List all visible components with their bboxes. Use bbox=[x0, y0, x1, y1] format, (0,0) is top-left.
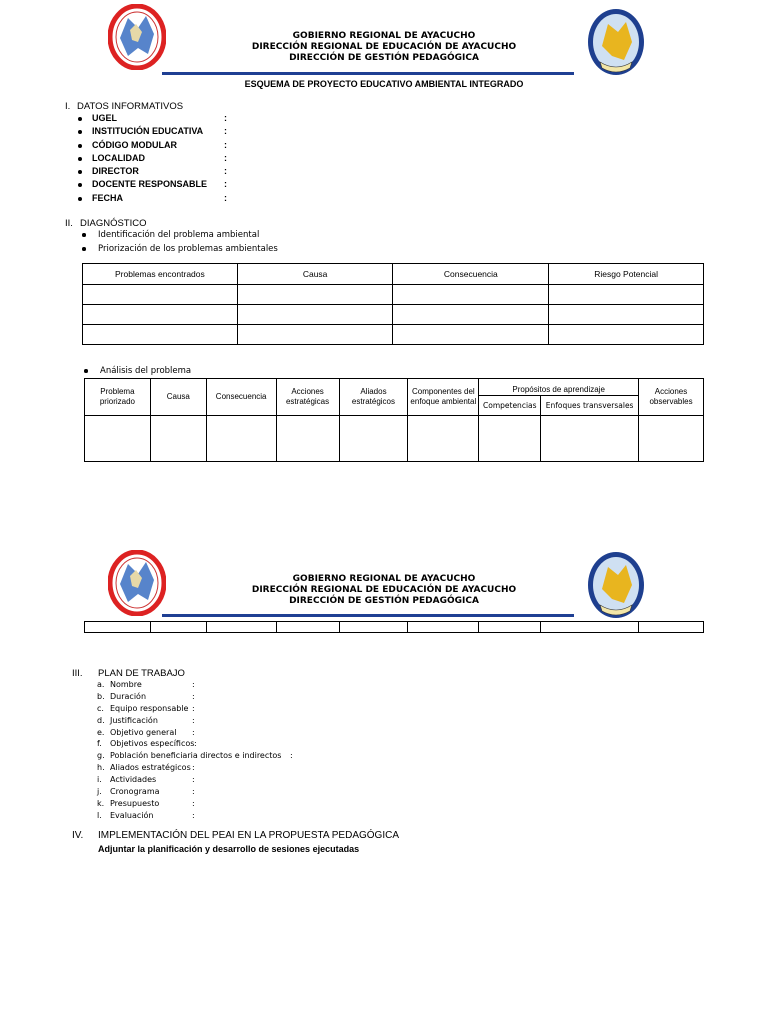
col-header-riesgo: Riesgo Potencial bbox=[549, 264, 704, 285]
item-label: Objetivos específicos bbox=[110, 739, 195, 749]
table-cell[interactable] bbox=[408, 622, 479, 633]
list-item bbox=[97, 703, 417, 715]
item-colon: : bbox=[192, 703, 195, 713]
table-cell[interactable] bbox=[276, 416, 339, 462]
list-item: Análisis del problema bbox=[82, 364, 191, 378]
item-letter: b. bbox=[97, 691, 105, 701]
section-label: PLAN DE TRABAJO bbox=[98, 668, 185, 679]
item-colon: : bbox=[192, 680, 195, 689]
col-header-acciones-observables: Acciones observables bbox=[639, 379, 704, 416]
item-letter: a. bbox=[97, 680, 105, 689]
page-header bbox=[0, 574, 768, 607]
list-item bbox=[78, 139, 378, 152]
list-item bbox=[97, 738, 417, 750]
col-header-enfoques: Enfoques transversales bbox=[541, 396, 639, 416]
list-item bbox=[97, 750, 417, 762]
section-implementacion-subtitle: Adjuntar la planificación y desarrollo de sesiones ejecutadas bbox=[98, 844, 360, 854]
item-label: Equipo responsable bbox=[110, 703, 189, 713]
item-label: INSTITUCIÓN EDUCATIVA bbox=[92, 126, 204, 137]
item-label: Cronograma bbox=[110, 787, 160, 797]
table-cell[interactable] bbox=[339, 622, 408, 633]
list-item bbox=[78, 125, 378, 138]
table-cell[interactable] bbox=[206, 416, 276, 462]
section-number: I. bbox=[65, 101, 71, 112]
section-label: IMPLEMENTACIÓN DEL PEAI EN LA PROPUESTA PEDAGÓGICA bbox=[98, 830, 400, 841]
item-colon: : bbox=[224, 192, 227, 203]
item-colon: : bbox=[192, 798, 195, 808]
col-header-consecuencia: Consecuencia bbox=[206, 379, 276, 416]
item-letter: h. bbox=[97, 763, 105, 773]
header-rule bbox=[162, 72, 574, 75]
item-label: DOCENTE RESPONSABLE bbox=[92, 179, 208, 190]
item-label: LOCALIDAD bbox=[92, 152, 145, 163]
col-header-causa: Causa bbox=[237, 264, 393, 285]
item-label: Justificación bbox=[110, 715, 158, 725]
table-cell[interactable] bbox=[83, 285, 238, 305]
list-item bbox=[78, 152, 378, 165]
section-number: II. bbox=[65, 218, 73, 229]
item-colon: : bbox=[224, 126, 227, 137]
header-rule bbox=[162, 614, 574, 617]
item-letter: i. bbox=[97, 775, 102, 785]
list-item bbox=[97, 727, 417, 739]
item-label: Presupuesto bbox=[110, 798, 160, 808]
item-letter: e. bbox=[97, 727, 105, 737]
table-cell[interactable] bbox=[393, 305, 549, 325]
list-item bbox=[97, 715, 417, 727]
item-letter: c. bbox=[97, 703, 104, 713]
table-cell[interactable] bbox=[85, 416, 151, 462]
plan-de-trabajo-list bbox=[97, 679, 417, 822]
table-cell[interactable] bbox=[237, 285, 393, 305]
table-cell[interactable] bbox=[83, 305, 238, 325]
table-cell[interactable] bbox=[237, 325, 393, 345]
list-item bbox=[78, 192, 378, 205]
table-cell[interactable] bbox=[150, 622, 206, 633]
section-plan-de-trabajo-heading bbox=[72, 668, 185, 679]
header-line-3: DIRECCIÓN DE GESTIÓN PEDAGÓGICA bbox=[289, 596, 479, 606]
item-colon: : bbox=[194, 739, 197, 749]
item-letter: l. bbox=[97, 810, 102, 820]
col-header-problemas: Problemas encontrados bbox=[83, 264, 238, 285]
item-colon: : bbox=[192, 763, 195, 773]
item-colon: : bbox=[192, 787, 195, 797]
item-label: UGEL bbox=[92, 113, 118, 123]
table-cell[interactable] bbox=[393, 325, 549, 345]
table-cell[interactable] bbox=[83, 325, 238, 345]
item-label: Población beneficiaria directos e indirectos bbox=[110, 751, 282, 761]
list-item: Priorización de los problemas ambientales bbox=[80, 242, 278, 256]
table-cell[interactable] bbox=[639, 416, 704, 462]
table-header-row bbox=[83, 264, 704, 285]
table-cell[interactable] bbox=[206, 622, 276, 633]
list-item bbox=[97, 798, 417, 810]
col-header-aliados-estrategicos: Aliados estratégicos bbox=[339, 379, 408, 416]
col-header-acciones-estrategicas: Acciones estratégicas bbox=[276, 379, 339, 416]
list-item bbox=[97, 786, 417, 798]
col-header-competencias: Competencias bbox=[479, 396, 541, 416]
table-cell[interactable] bbox=[549, 305, 704, 325]
item-letter: f. bbox=[97, 739, 102, 749]
item-label: CÓDIGO MODULAR bbox=[92, 139, 177, 150]
item-colon: : bbox=[192, 691, 195, 701]
table-row bbox=[83, 325, 704, 345]
item-label: Evaluación bbox=[110, 810, 154, 820]
problems-table bbox=[82, 263, 704, 345]
table-cell[interactable] bbox=[339, 416, 408, 462]
col-header-consecuencia: Consecuencia bbox=[393, 264, 549, 285]
item-colon: : bbox=[192, 715, 195, 725]
col-header-causa: Causa bbox=[150, 379, 206, 416]
document-title: ESQUEMA DE PROYECTO EDUCATIVO AMBIENTAL INTEGRADO bbox=[244, 79, 524, 89]
col-header-problema-priorizado: Problema priorizado bbox=[85, 379, 151, 416]
table-cell[interactable] bbox=[549, 325, 704, 345]
item-colon: : bbox=[290, 751, 293, 761]
table-header-row bbox=[85, 379, 704, 396]
item-label: Objetivo general bbox=[110, 727, 177, 737]
section-label: DATOS INFORMATIVOS bbox=[77, 101, 184, 112]
table-row bbox=[83, 285, 704, 305]
item-letter: j. bbox=[97, 787, 102, 797]
item-colon: : bbox=[224, 113, 227, 123]
list-item bbox=[78, 165, 378, 178]
table-cell[interactable] bbox=[237, 305, 393, 325]
problem-analysis-table-continued bbox=[84, 621, 704, 633]
header-line-1: GOBIERNO REGIONAL DE AYACUCHO bbox=[292, 31, 476, 41]
problem-analysis-table bbox=[84, 378, 704, 462]
diagnostico-list bbox=[80, 228, 278, 256]
item-label: Aliados estratégicos bbox=[110, 763, 191, 773]
item-label: Duración bbox=[110, 691, 147, 701]
list-item bbox=[97, 810, 417, 822]
table-cell[interactable] bbox=[549, 285, 704, 305]
item-colon: : bbox=[224, 139, 227, 150]
list-item bbox=[78, 178, 378, 191]
table-cell[interactable] bbox=[85, 622, 151, 633]
section-number: IV. bbox=[72, 830, 84, 841]
item-letter: d. bbox=[97, 715, 105, 725]
item-label: Actividades bbox=[110, 775, 157, 785]
header-line-2: DIRECCIÓN REGIONAL DE EDUCACIÓN DE AYACUCHO bbox=[251, 42, 517, 52]
section-number: III. bbox=[72, 668, 83, 679]
list-item bbox=[78, 112, 378, 125]
list-item bbox=[97, 679, 417, 691]
table-cell[interactable] bbox=[541, 416, 639, 462]
table-cell[interactable] bbox=[541, 622, 639, 633]
item-colon: : bbox=[192, 727, 195, 737]
item-colon: : bbox=[224, 179, 227, 190]
table-cell[interactable] bbox=[276, 622, 339, 633]
table-row bbox=[85, 416, 704, 462]
item-label: Nombre bbox=[110, 680, 142, 689]
list-item: Identificación del problema ambiental bbox=[80, 228, 278, 242]
col-header-componentes: Componentes del enfoque ambiental bbox=[408, 379, 479, 416]
section-implementacion-heading bbox=[72, 830, 399, 841]
table-cell[interactable] bbox=[479, 622, 541, 633]
analysis-list bbox=[82, 364, 191, 378]
item-colon: : bbox=[224, 166, 227, 177]
item-label: FECHA bbox=[92, 192, 123, 203]
section-datos-informativos-heading bbox=[65, 101, 183, 112]
section-label: DIAGNÓSTICO bbox=[80, 218, 147, 229]
item-label: DIRECTOR bbox=[92, 166, 139, 177]
table-cell[interactable] bbox=[479, 416, 541, 462]
item-letter: g. bbox=[97, 751, 105, 761]
header-line-3: DIRECCIÓN DE GESTIÓN PEDAGÓGICA bbox=[289, 53, 479, 63]
header-line-1: GOBIERNO REGIONAL DE AYACUCHO bbox=[292, 574, 476, 584]
list-item bbox=[97, 774, 417, 786]
datos-informativos-list bbox=[78, 112, 378, 205]
list-item bbox=[97, 762, 417, 774]
page-header bbox=[0, 31, 768, 64]
header-line-2: DIRECCIÓN REGIONAL DE EDUCACIÓN DE AYACUCHO bbox=[251, 585, 517, 595]
table-cell[interactable] bbox=[393, 285, 549, 305]
table-cell[interactable] bbox=[408, 416, 479, 462]
col-header-propositos: Propósitos de aprendizaje bbox=[479, 379, 639, 396]
table-row bbox=[85, 622, 704, 633]
item-letter: k. bbox=[97, 798, 105, 808]
list-item bbox=[97, 691, 417, 703]
item-colon: : bbox=[224, 152, 227, 163]
item-colon: : bbox=[192, 775, 195, 785]
table-cell[interactable] bbox=[150, 416, 206, 462]
item-colon: : bbox=[192, 810, 195, 820]
table-cell[interactable] bbox=[639, 622, 704, 633]
table-row bbox=[83, 305, 704, 325]
